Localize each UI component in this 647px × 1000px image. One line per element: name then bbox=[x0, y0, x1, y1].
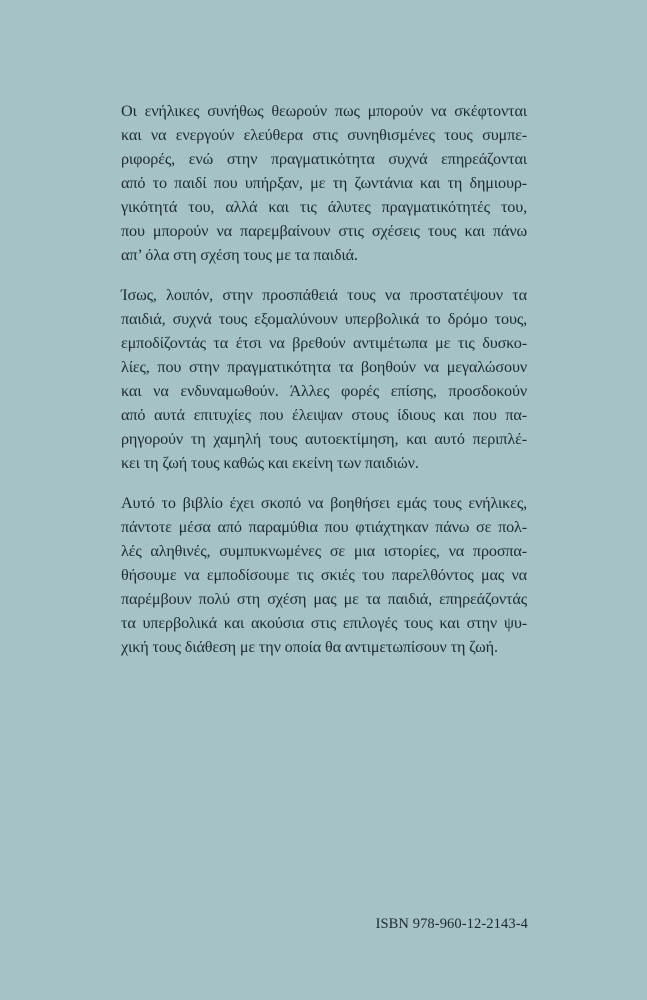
text-line: παρέμβουν πολύ στη σχέση μας με τα παιδιά, επηρεάζοντάς bbox=[121, 590, 527, 608]
blurb-paragraph-3 bbox=[121, 491, 527, 659]
text-line: γικότητά του, αλλά και τις άλυτες πραγματικότητές του, bbox=[121, 198, 527, 216]
text-line: εμποδίζοντάς τα έτσι να βρεθούν αντιμέτωπα με τις δυσκο- bbox=[121, 334, 527, 352]
text-line: και να ενεργούν ελεύθερα στις συνηθισμένες τους συμπε- bbox=[121, 126, 527, 144]
text-line: από αυτά επιτυχίες που έλειψαν στους ίδιους και που πα- bbox=[121, 406, 527, 424]
text-line: που μπορούν να παρεμβαίνουν στις σχέσεις τους και πάνω bbox=[121, 222, 527, 240]
text-line: από το παιδί που υπήρξαν, με τη ζωντάνια και τη δημιουρ- bbox=[121, 174, 527, 192]
text-line: απ’ όλα στη σχέση τους με τα παιδιά. bbox=[121, 246, 358, 264]
text-line: κει τη ζωή τους καθώς και εκείνη των παιδιών. bbox=[121, 454, 419, 472]
text-line: Ίσως, λοιπόν, στην προσπάθειά τους να προστατέψουν τα bbox=[121, 286, 527, 304]
text-line: τα υπερβολικά και ακούσια στις επιλογές τους και στην ψυ- bbox=[121, 614, 527, 632]
text-line: Οι ενήλικες συνήθως θεωρούν πως μπορούν να σκέφτονται bbox=[121, 102, 527, 120]
text-line: ριφορές, ενώ στην πραγματικότητα συχνά επηρεάζονται bbox=[121, 150, 527, 168]
text-line: πάντοτε μέσα από παραμύθια που φτιάχτηκαν πάνω σε πολ- bbox=[121, 518, 527, 536]
blurb-paragraph-2 bbox=[121, 283, 527, 475]
text-line: Αυτό το βιβλίο έχει σκοπό να βοηθήσει εμάς τους ενήλικες, bbox=[121, 494, 527, 512]
isbn-number: ISBN 978-960-12-2143-4 bbox=[375, 916, 528, 932]
text-line: και να ενδυναμωθούν. Άλλες φορές επίσης, προσδοκούν bbox=[121, 382, 527, 400]
blurb-text bbox=[121, 99, 527, 675]
text-line: χική τους διάθεση με την οποία θα αντιμετωπίσουν τη ζωή. bbox=[121, 638, 498, 656]
text-line: θήσουμε να εμποδίσουμε τις σκιές του παρελθόντος μας να bbox=[121, 566, 527, 584]
text-line: ρηγορούν τη χαμηλή τους αυτοεκτίμηση, και αυτό περιπλέ- bbox=[121, 430, 527, 448]
blurb-paragraph-1 bbox=[121, 99, 527, 267]
text-line: λίες, που στην πραγματικότητα τα βοηθούν να μεγαλώσουν bbox=[121, 358, 527, 376]
text-line: λές αληθινές, συμπυκνωμένες σε μια ιστορίες, να προσπα- bbox=[121, 542, 527, 560]
text-line: παιδιά, συχνά τους εξομαλύνουν υπερβολικά το δρόμο τους, bbox=[121, 310, 527, 328]
